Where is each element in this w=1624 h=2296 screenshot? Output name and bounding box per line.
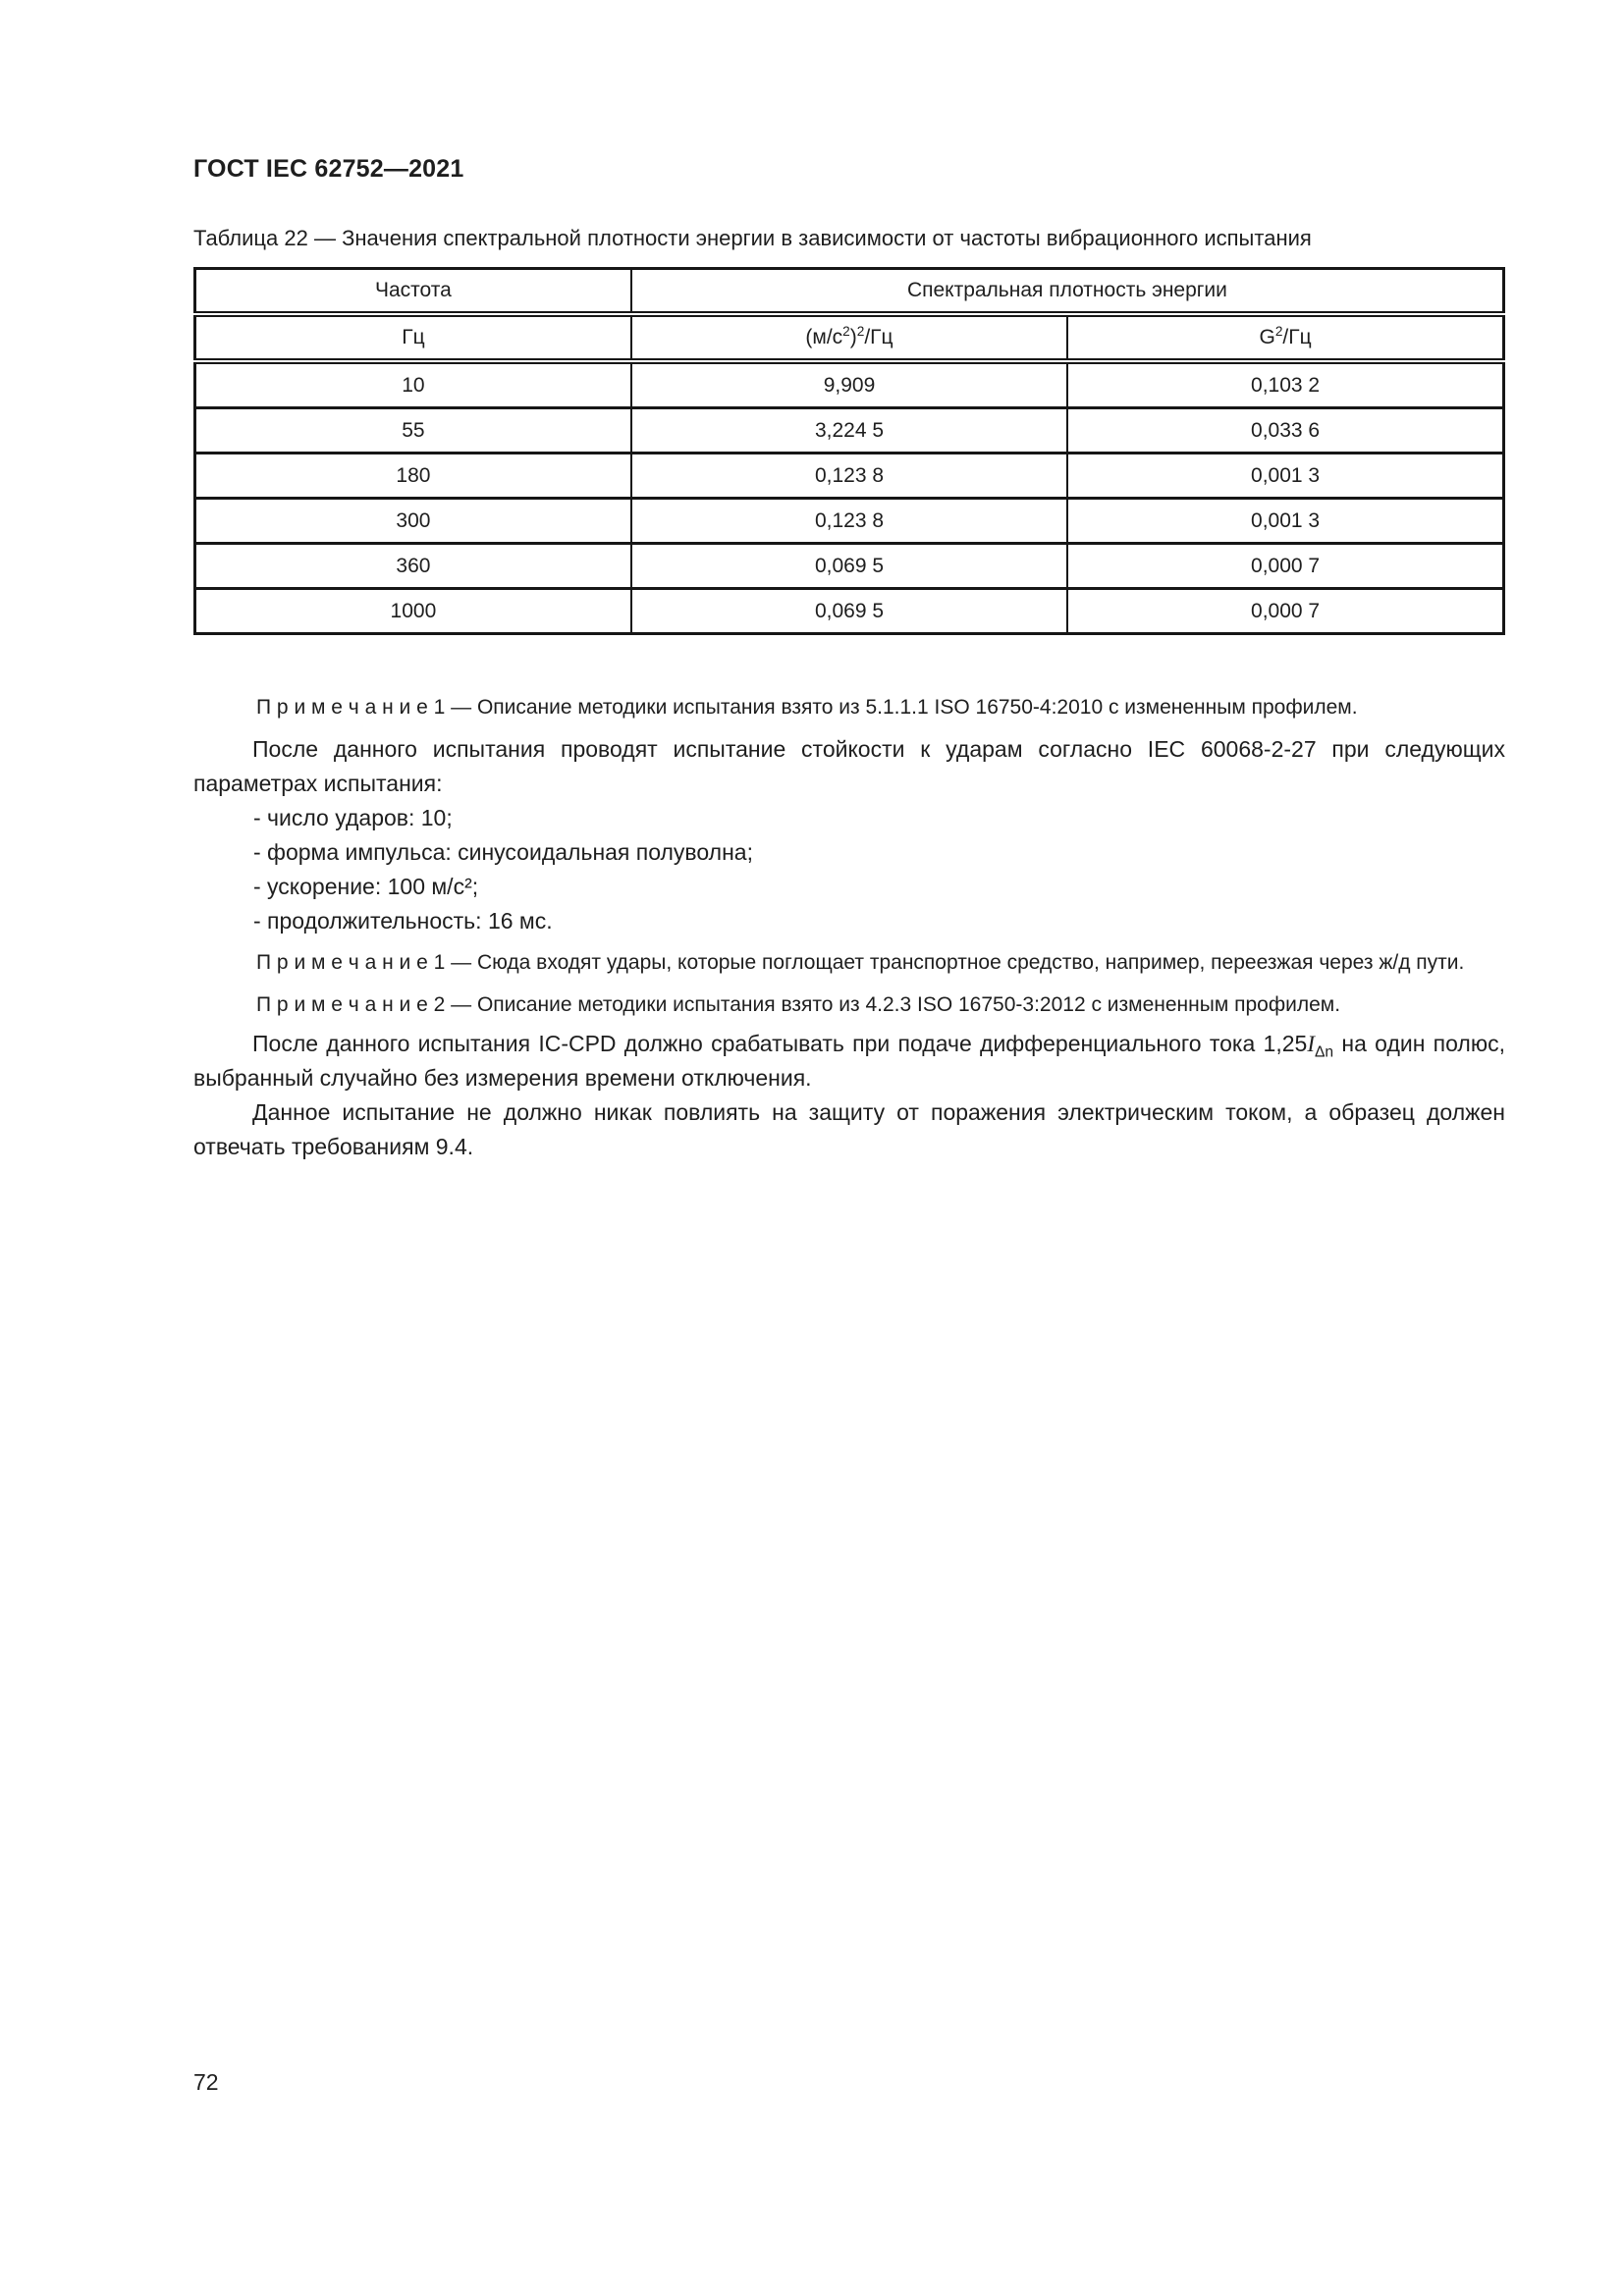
cell-g2: 0,000 7 (1067, 589, 1503, 634)
unit-header-g2 (1067, 314, 1503, 361)
list-item-acceleration: - ускорение: 100 м/с²; (253, 874, 479, 899)
table-row (195, 499, 1504, 544)
paragraph-protection-requirement: Данное испытание не должно никак повлиять на защиту от поражения электрическим током, а образец должен отвечать требованиям 9.4. (193, 1099, 1505, 1159)
cell-ms2: 0,069 5 (631, 589, 1067, 634)
table-head-row-units (195, 314, 1504, 361)
table-body (195, 361, 1504, 634)
cell-g2: 0,033 6 (1067, 408, 1503, 454)
cell-ms2: 3,224 5 (631, 408, 1067, 454)
table-row (195, 408, 1504, 454)
paragraph-shock-test-intro: После данного испытания проводят испытание стойкости к ударам согласно IEC 60068-2-27 при следующих параметрах испытания: (193, 736, 1505, 796)
current-subscript: Δn (1315, 1043, 1334, 1061)
cell-g2: 0,103 2 (1067, 361, 1503, 408)
list-item-duration: - продолжительность: 16 мс. (253, 908, 553, 934)
cell-frequency: 1000 (195, 589, 631, 634)
table-row (195, 589, 1504, 634)
unit-ms2-sup1: 2 (842, 324, 850, 339)
paragraph-ic-cpd-trip (193, 1027, 1505, 1095)
cell-ms2: 9,909 (631, 361, 1067, 408)
cell-ms2: 0,123 8 (631, 499, 1067, 544)
cell-frequency: 55 (195, 408, 631, 454)
table-row (195, 454, 1504, 499)
test-parameters-list (193, 801, 1505, 938)
unit-ms2-paren: ) (849, 326, 857, 348)
note-shock-absorption: П р и м е ч а н и е 1 — Сюда входят удары, которые поглощает транспортное средство, например, переезжая через ж/д пути. (256, 951, 1465, 974)
cell-g2: 0,001 3 (1067, 499, 1503, 544)
page-number: 72 (193, 2069, 219, 2095)
para2-text-before: После данного испытания IC-CPD должно срабатывать при подаче дифференциального тока 1,25 (252, 1031, 1308, 1056)
unit-ms2-per-hz: /Гц (864, 326, 893, 348)
column-header-frequency: Частота (195, 269, 631, 315)
cell-frequency: 180 (195, 454, 631, 499)
unit-g2-per-hz: /Гц (1282, 326, 1312, 348)
table-caption: Таблица 22 — Значения спектральной плотности энергии в зависимости от частоты вибрационного испытания (193, 226, 1312, 250)
unit-ms2-text: (м/с (805, 326, 843, 348)
unit-header-hz: Гц (195, 314, 631, 361)
cell-g2: 0,000 7 (1067, 544, 1503, 589)
table-row (195, 361, 1504, 408)
cell-frequency: 300 (195, 499, 631, 544)
note-1: П р и м е ч а н и е 1 — Описание методики испытания взято из 5.1.1.1 ISO 16750-4:2010 с измененным профилем. (256, 696, 1358, 719)
table-head-row-groups (195, 269, 1504, 315)
unit-header-ms2 (631, 314, 1067, 361)
unit-ms2-sup2: 2 (856, 324, 865, 339)
list-item-shock-count: - число ударов: 10; (253, 805, 453, 830)
note-2: П р и м е ч а н и е 2 — Описание методики испытания взято из 4.2.3 ISO 16750-3:2012 с измененным профилем. (256, 993, 1341, 1016)
body-text (193, 690, 1505, 1164)
table-head (195, 269, 1504, 362)
document-title: ГОСТ IEC 62752—2021 (193, 155, 464, 183)
cell-ms2: 0,123 8 (631, 454, 1067, 499)
unit-g2-text: G (1259, 326, 1275, 348)
unit-g2-sup: 2 (1274, 324, 1283, 339)
cell-ms2: 0,069 5 (631, 544, 1067, 589)
para2-text-after: на один полюс, выбранный случайно без измерения времени отключения. (193, 1031, 1505, 1091)
cell-frequency: 10 (195, 361, 631, 408)
list-item-pulse-shape: - форма импульса: синусоидальная полуволна; (253, 839, 753, 865)
current-symbol: I (1307, 1032, 1315, 1056)
spectral-density-table (193, 267, 1505, 635)
table-row (195, 544, 1504, 589)
cell-frequency: 360 (195, 544, 631, 589)
column-header-spectral-density: Спектральная плотность энергии (631, 269, 1504, 315)
cell-g2: 0,001 3 (1067, 454, 1503, 499)
